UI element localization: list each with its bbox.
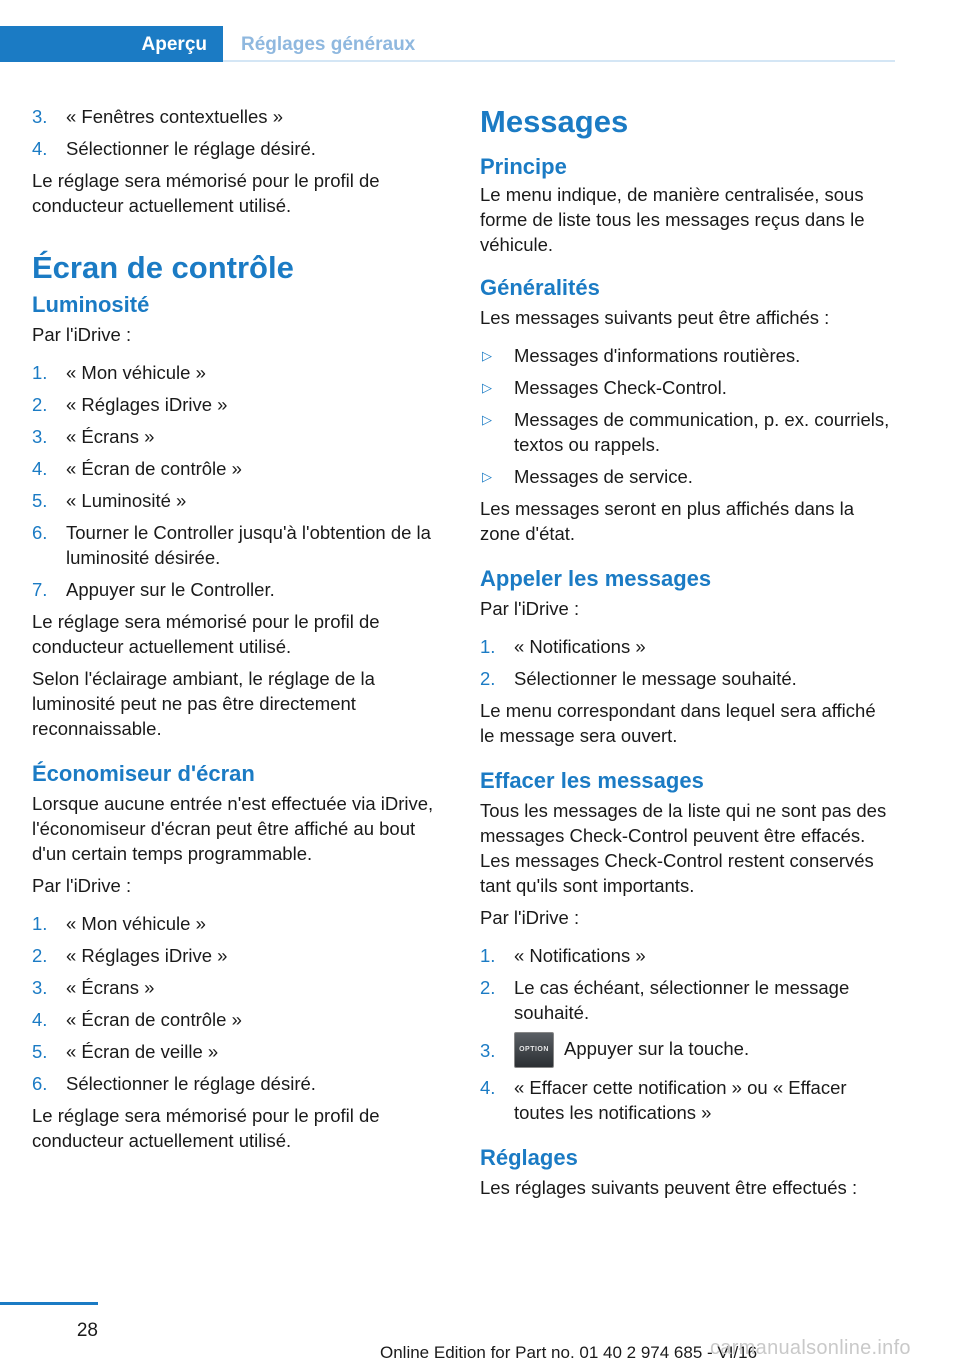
list-text: « Réglages iDrive »	[66, 394, 228, 415]
paragraph: Tous les messages de la liste qui ne sont pas des messages Check-Control peuvent être effacés. Les messages Check-Control restent conservés tant qu'ils sont importants.	[480, 800, 887, 896]
list-item	[32, 1039, 450, 1064]
right-column	[480, 104, 895, 1207]
list-item	[32, 577, 450, 602]
list-number: 2.	[32, 394, 48, 415]
list-item	[32, 456, 450, 481]
paragraph: Le réglage sera mémorisé pour le profil de conducteur actuellement utilisé.	[32, 611, 380, 657]
list-number: 7.	[32, 579, 48, 600]
heading-appeler-messages: Appeler les messages	[480, 566, 712, 591]
list-item	[32, 136, 450, 161]
list-item	[32, 520, 450, 570]
heading-reglages: Réglages	[480, 1145, 578, 1170]
triangle-bullet-icon: ▷	[482, 412, 492, 427]
paragraph: Les messages suivants peut être affichés :	[480, 307, 830, 328]
heading-effacer-messages: Effacer les messages	[480, 768, 704, 793]
list-text: « Effacer cette notification » ou « Effacer toutes les notifications »	[514, 1077, 847, 1123]
list-number: 2.	[32, 945, 48, 966]
list-item	[480, 407, 895, 457]
list-item	[32, 1007, 450, 1032]
list-number: 5.	[32, 1041, 48, 1062]
list-item	[32, 360, 450, 385]
list-item	[480, 375, 895, 400]
paragraph: Par l'iDrive :	[480, 598, 580, 619]
list-number: 4.	[32, 1009, 48, 1030]
paragraph: Les messages seront en plus affichés dans la zone d'état.	[480, 498, 854, 544]
paragraph: Le menu correspondant dans lequel sera affiché le message sera ouvert.	[480, 700, 876, 746]
list-text: Sélectionner le réglage désiré.	[66, 138, 316, 159]
paragraph: Le menu indique, de manière centralisée, sous forme de liste tous les messages reçus dans le véhicule.	[480, 184, 865, 255]
triangle-bullet-icon: ▷	[482, 348, 492, 363]
heading-luminosite: Luminosité	[32, 292, 150, 317]
list-item	[480, 943, 895, 968]
list-text: « Mon véhicule »	[66, 362, 206, 383]
list-text: Messages de service.	[514, 466, 693, 487]
list-number: 5.	[32, 490, 48, 511]
page-number: 28	[76, 1320, 98, 1341]
list-text: Sélectionner le message souhaité.	[514, 668, 797, 689]
list-item	[480, 1032, 895, 1068]
list-item	[32, 488, 450, 513]
list-text: « Écran de veille »	[66, 1041, 219, 1062]
paragraph: Lorsque aucune entrée n'est effectuée via iDrive, l'économiseur d'écran peut être affiché au bout d'un certain temps programmable.	[32, 793, 434, 864]
list-text: Messages de communication, p. ex. courriels, textos ou rappels.	[514, 409, 890, 455]
list-item	[32, 943, 450, 968]
list-text: Tourner le Controller jusqu'à l'obtention de la luminosité désirée.	[66, 522, 431, 568]
list-number: 1.	[32, 362, 48, 383]
list-number: 4.	[32, 458, 48, 479]
list-text: « Fenêtres contextuelles »	[66, 106, 283, 127]
list-text: « Luminosité »	[66, 490, 187, 511]
paragraph: Les réglages suivants peuvent être effectués :	[480, 1177, 858, 1198]
list-number: 4.	[32, 138, 48, 159]
list-text: « Écran de contrôle »	[66, 458, 242, 479]
option-button-icon: OPTION	[514, 1032, 554, 1068]
list-item	[32, 104, 450, 129]
list-item	[32, 392, 450, 417]
heading-economiseur: Économiseur d'écran	[32, 761, 255, 786]
list-number: 1.	[32, 913, 48, 934]
list-number: 3.	[480, 1039, 496, 1061]
list-item	[32, 1071, 450, 1096]
list-number: 1.	[480, 636, 496, 657]
paragraph: Le réglage sera mémorisé pour le profil de conducteur actuellement utilisé.	[32, 170, 380, 216]
list-number: 3.	[32, 106, 48, 127]
list-text: Messages d'informations routières.	[514, 345, 801, 366]
list-text: « Mon véhicule »	[66, 913, 206, 934]
list-number: 6.	[32, 1073, 48, 1094]
list-item	[480, 634, 895, 659]
list-text: « Notifications »	[514, 636, 646, 657]
list-item	[480, 1075, 895, 1125]
list-number: 2.	[480, 977, 496, 998]
list-text: « Écran de contrôle »	[66, 1009, 242, 1030]
list-item	[480, 975, 895, 1025]
paragraph: Par l'iDrive :	[480, 907, 580, 928]
list-item	[480, 464, 895, 489]
paragraph: Le réglage sera mémorisé pour le profil de conducteur actuellement utilisé.	[32, 1105, 380, 1151]
tab-apercu[interactable]: Aperçu	[0, 26, 223, 62]
footer-divider	[0, 1302, 98, 1305]
list-text: « Écrans »	[66, 426, 155, 447]
list-number: 2.	[480, 668, 496, 689]
list-text: « Réglages iDrive »	[66, 945, 228, 966]
left-column	[32, 104, 450, 1160]
list-text: « Notifications »	[514, 945, 646, 966]
section-title-ecran-controle: Écran de contrôle	[32, 250, 294, 285]
paragraph: Par l'iDrive :	[32, 875, 132, 896]
list-number: 1.	[480, 945, 496, 966]
list-item	[480, 666, 895, 691]
list-text	[514, 1032, 895, 1068]
step-text: Appuyer sur la touche.	[564, 1037, 750, 1059]
list-text: Appuyer sur le Controller.	[66, 579, 275, 600]
page-header	[0, 26, 895, 62]
triangle-bullet-icon: ▷	[482, 469, 492, 484]
heading-principe: Principe	[480, 154, 567, 179]
paragraph: Par l'iDrive :	[32, 324, 132, 345]
list-text: Sélectionner le réglage désiré.	[66, 1073, 316, 1094]
list-text: « Écrans »	[66, 977, 155, 998]
watermark: carmanualsonline.info	[710, 1337, 911, 1359]
section-title-messages: Messages	[480, 104, 629, 139]
edition-text: Online Edition for Part no. 01 40 2 974 685 - VI/16	[380, 1343, 758, 1362]
list-item	[32, 975, 450, 1000]
list-item	[480, 343, 895, 368]
list-item	[32, 911, 450, 936]
list-number: 6.	[32, 522, 48, 543]
list-text: Le cas échéant, sélectionner le message souhaité.	[514, 977, 850, 1023]
list-text: Messages Check-Control.	[514, 377, 727, 398]
heading-generalites: Généralités	[480, 275, 600, 300]
list-number: 3.	[32, 977, 48, 998]
triangle-bullet-icon: ▷	[482, 380, 492, 395]
list-number: 3.	[32, 426, 48, 447]
paragraph: Selon l'éclairage ambiant, le réglage de la luminosité peut ne pas être directement reconnaissable.	[32, 668, 375, 739]
list-number: 4.	[480, 1077, 496, 1098]
list-item	[32, 424, 450, 449]
header-divider	[223, 60, 895, 62]
tab-reglages-generaux[interactable]: Réglages généraux	[241, 33, 416, 55]
